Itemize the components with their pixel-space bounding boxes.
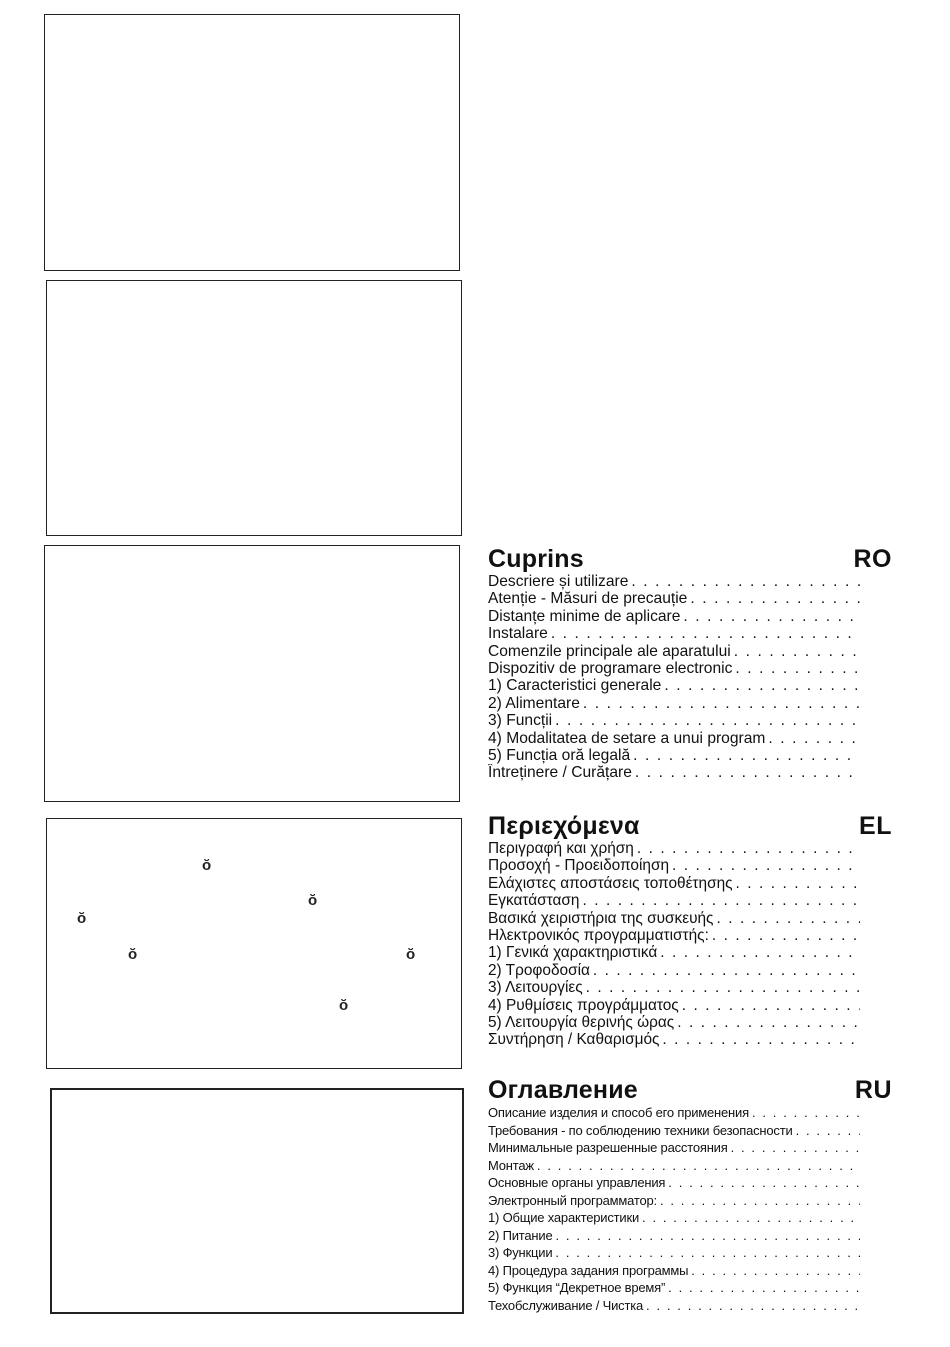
toc-romanian [488, 546, 892, 782]
toc-entry[interactable] [488, 1174, 860, 1192]
toc-entry[interactable] [488, 1279, 860, 1297]
language-code: RU [854, 1076, 892, 1104]
toc-entry[interactable] [488, 1104, 860, 1122]
toc-entry-label: Минимальные разрешенные расстояния [488, 1140, 728, 1155]
dot-leader [586, 979, 860, 996]
dot-leader [682, 997, 860, 1014]
toc-entry[interactable] [488, 1227, 860, 1245]
dot-leader [637, 840, 860, 857]
toc-entry-label: Περιγραφή και χρήση [488, 840, 634, 857]
toc-entry[interactable] [488, 1122, 860, 1140]
toc-entry[interactable] [488, 927, 860, 944]
dot-leader [677, 1014, 860, 1031]
toc-entry-label: 5) Функция “Декретное время” [488, 1280, 666, 1295]
dot-leader [796, 1122, 860, 1140]
dot-leader [582, 892, 860, 909]
blank-frame-5 [50, 1088, 464, 1314]
dot-leader [731, 1139, 860, 1157]
toc-entry-label: Descriere și utilizare [488, 573, 629, 590]
toc-entry[interactable] [488, 590, 860, 607]
toc-entry-label: Εγκατάσταση [488, 892, 580, 910]
blank-frame-1 [44, 14, 460, 271]
toc-entry[interactable] [488, 730, 860, 747]
toc-entry-label: 4) Процедура задания программы [488, 1262, 689, 1278]
dot-leader [668, 1174, 860, 1192]
toc-entry[interactable] [488, 660, 860, 677]
toc-entry-label: Distanțe minime de aplicare [488, 607, 681, 625]
stray-mark: ŏ [406, 946, 416, 963]
toc-entry[interactable] [488, 875, 860, 892]
toc-entry-label: 4) Modalitatea de setare a unui program [488, 729, 766, 747]
toc-entry[interactable] [488, 643, 860, 660]
dot-leader [551, 625, 860, 642]
toc-entry[interactable] [488, 712, 860, 729]
dot-leader [768, 730, 860, 747]
dot-leader [633, 747, 860, 764]
dot-leader [664, 677, 860, 694]
toc-entry[interactable] [488, 979, 860, 996]
toc-entry-label: Основные органы управления [488, 1175, 666, 1190]
toc-entry[interactable] [488, 910, 860, 927]
toc-entry-label: 5) Λειτουργία θερινής ώρας [488, 1013, 675, 1031]
toc-entry[interactable] [488, 1192, 860, 1210]
toc-entry-label: Dispozitiv de programare electronic [488, 659, 733, 677]
toc-entry[interactable] [488, 892, 860, 909]
toc-entry[interactable] [488, 608, 860, 625]
toc-greek [488, 813, 892, 1049]
toc-entry[interactable] [488, 997, 860, 1014]
dot-leader [691, 1262, 860, 1280]
dot-leader [672, 857, 860, 874]
toc-entry-label: Instalare [488, 625, 548, 643]
toc-entry-label: 1) Γενικά χαρακτηριστικά [488, 944, 658, 962]
toc-entry-label: 2) Τροφοδοσία [488, 961, 590, 979]
toc-entry[interactable] [488, 944, 860, 961]
dot-leader [735, 660, 860, 677]
toc-entry-label: Comenzile principale ale aparatului [488, 642, 731, 660]
stray-mark: ŏ [128, 946, 138, 963]
toc-entry-label: Βασικά χειριστήρια της συσκευής [488, 909, 714, 927]
dot-leader [683, 608, 860, 625]
toc-entry[interactable] [488, 747, 860, 764]
dot-leader [642, 1209, 860, 1227]
blank-frame-4 [46, 818, 462, 1069]
toc-title: Περιεχόμενα [488, 812, 640, 840]
toc-title: Cuprins [488, 545, 584, 573]
dot-leader [646, 1297, 860, 1315]
toc-entry-label: Συντήρηση / Καθαρισμός [488, 1031, 660, 1049]
toc-entry-label: Техобслуживание / Чистка [488, 1297, 644, 1313]
toc-entry[interactable] [488, 1139, 860, 1157]
toc-entry[interactable] [488, 695, 860, 712]
dot-leader [662, 1031, 860, 1048]
toc-entry-label: 5) Funcția oră legală [488, 746, 631, 764]
toc-entry[interactable] [488, 962, 860, 979]
stray-mark: ŏ [77, 910, 87, 927]
toc-list [488, 573, 892, 782]
toc-entry-label: 2) Alimentare [488, 694, 580, 712]
dot-leader [712, 927, 860, 944]
toc-entry[interactable] [488, 1262, 860, 1280]
toc-header [488, 1077, 892, 1104]
toc-entry[interactable] [488, 1297, 860, 1315]
stray-mark: ŏ [339, 997, 349, 1014]
toc-entry[interactable] [488, 764, 860, 781]
toc-entry-label: 3) Функции [488, 1245, 553, 1260]
blank-frame-2 [46, 280, 462, 536]
toc-entry[interactable] [488, 1014, 860, 1031]
toc-entry[interactable] [488, 840, 860, 857]
toc-entry-label: 1) Caracteristici generale [488, 677, 662, 695]
toc-header [488, 546, 892, 573]
dot-leader [593, 962, 860, 979]
toc-entry[interactable] [488, 1209, 860, 1227]
toc-entry-label: Ελάχιστες αποστάσεις τοποθέτησης [488, 874, 733, 892]
toc-entry[interactable] [488, 625, 860, 642]
dot-leader [555, 712, 860, 729]
dot-leader [736, 875, 860, 892]
dot-leader [668, 1279, 860, 1297]
toc-header [488, 813, 892, 840]
toc-entry-label: Atenție - Măsuri de precauție [488, 590, 688, 608]
toc-entry-label: Întreținere / Curățare [488, 764, 632, 782]
toc-entry[interactable] [488, 1157, 860, 1175]
dot-leader [635, 764, 860, 781]
toc-entry[interactable] [488, 677, 860, 694]
dot-leader [631, 573, 860, 590]
toc-entry[interactable] [488, 573, 860, 590]
dot-leader [716, 910, 860, 927]
toc-entry-label: Προσοχή - Προειδοποίηση [488, 857, 670, 875]
language-code: RO [853, 545, 892, 573]
toc-entry-label: 3) Λειτουργίες [488, 979, 583, 997]
dot-leader [537, 1157, 860, 1175]
language-code: EL [859, 812, 892, 840]
stray-mark: ŏ [202, 857, 212, 874]
dot-leader [555, 1244, 860, 1262]
dot-leader [752, 1104, 860, 1122]
toc-list [488, 1104, 892, 1314]
toc-title: Оглавление [488, 1076, 638, 1104]
blank-frame-3 [44, 545, 460, 802]
toc-entry-label: 4) Ρυθμίσεις προγράμματος [488, 996, 679, 1014]
stray-mark: ŏ [308, 892, 318, 909]
dot-leader [583, 695, 860, 712]
toc-list [488, 840, 892, 1049]
toc-entry-label: Электронный программатор: [488, 1192, 657, 1208]
toc-entry-label: Описание изделия и способ его применения [488, 1105, 749, 1120]
toc-entry-label: Требования - по соблюдению техники безопасности [488, 1122, 793, 1138]
toc-entry[interactable] [488, 1244, 860, 1262]
dot-leader [690, 590, 860, 607]
toc-russian [488, 1077, 892, 1314]
toc-entry-label: 1) Общие характеристики [488, 1210, 640, 1225]
toc-entry[interactable] [488, 1031, 860, 1048]
toc-entry-label: Ηλεκτρονικός προγραμματιστής: [488, 926, 709, 944]
dot-leader [660, 1192, 860, 1210]
dot-leader [734, 643, 860, 660]
toc-entry-label: 2) Питание [488, 1227, 553, 1243]
toc-entry-label: Монтаж [488, 1157, 534, 1173]
dot-leader [660, 944, 860, 961]
toc-entry-label: 3) Funcții [488, 712, 553, 730]
dot-leader [556, 1227, 861, 1245]
toc-entry[interactable] [488, 857, 860, 874]
